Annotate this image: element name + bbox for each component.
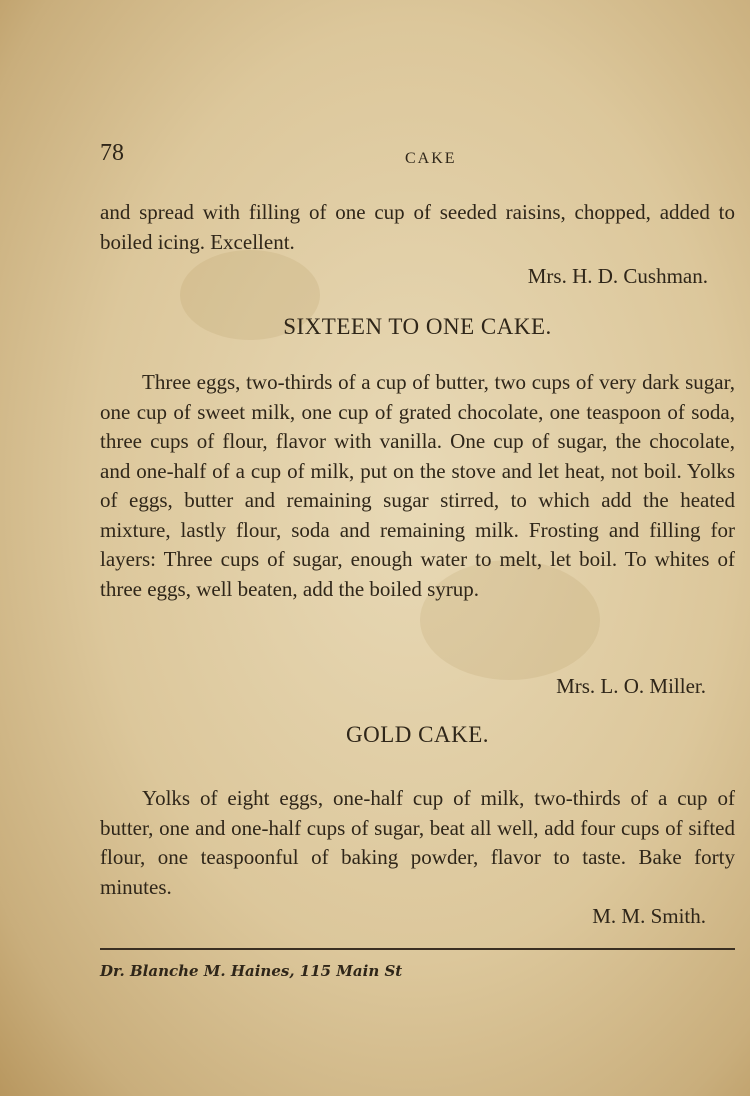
signature-smith: M. M. Smith. — [592, 904, 706, 928]
recipe-title-sixteen-to-one: SIXTEEN TO ONE CAKE. — [283, 314, 552, 339]
continuation-paragraph: and spread with filling of one cup of seeded raisins, chopped, added to boiled icing. Excellent. — [100, 200, 735, 254]
page-number: 78 — [100, 140, 124, 166]
signature-miller: Mrs. L. O. Miller. — [556, 674, 706, 698]
running-title: CAKE — [405, 150, 457, 167]
recipe-body-sixteen-to-one: Three eggs, two-thirds of a cup of butter, two cups of very dark sugar, one cup of sweet milk, one cup of grated chocolate, one teaspoon of soda, three cups of flour, flavor with vanilla. One cup of sugar, the chocolate, and one-half of a cup of milk, put on the stove and let heat, not boil. Yolks of eggs, butter and remaining sugar stirred, to which add the heated mixture, lastly flour, soda and remaining milk. Frosting and filling for layers: Three cups of sugar, enough water to melt, let boil. To whites of three eggs, well beaten, add the boiled syrup. — [100, 370, 735, 601]
footer-rule — [100, 948, 735, 950]
page-header — [100, 140, 735, 174]
signature-cushman: Mrs. H. D. Cushman. — [527, 264, 708, 288]
footer-advertisement: Dr. Blanche M. Haines, 115 Main St — [100, 962, 403, 980]
recipe-body-gold-cake: Yolks of eight eggs, one-half cup of milk, two-thirds of a cup of butter, one and one-half cups of sugar, beat all well, add four cups of sifted flour, one teaspoonful of baking powder, flavor to taste. Bake forty minutes. — [100, 786, 735, 899]
recipe-title-gold-cake: GOLD CAKE. — [346, 722, 489, 747]
